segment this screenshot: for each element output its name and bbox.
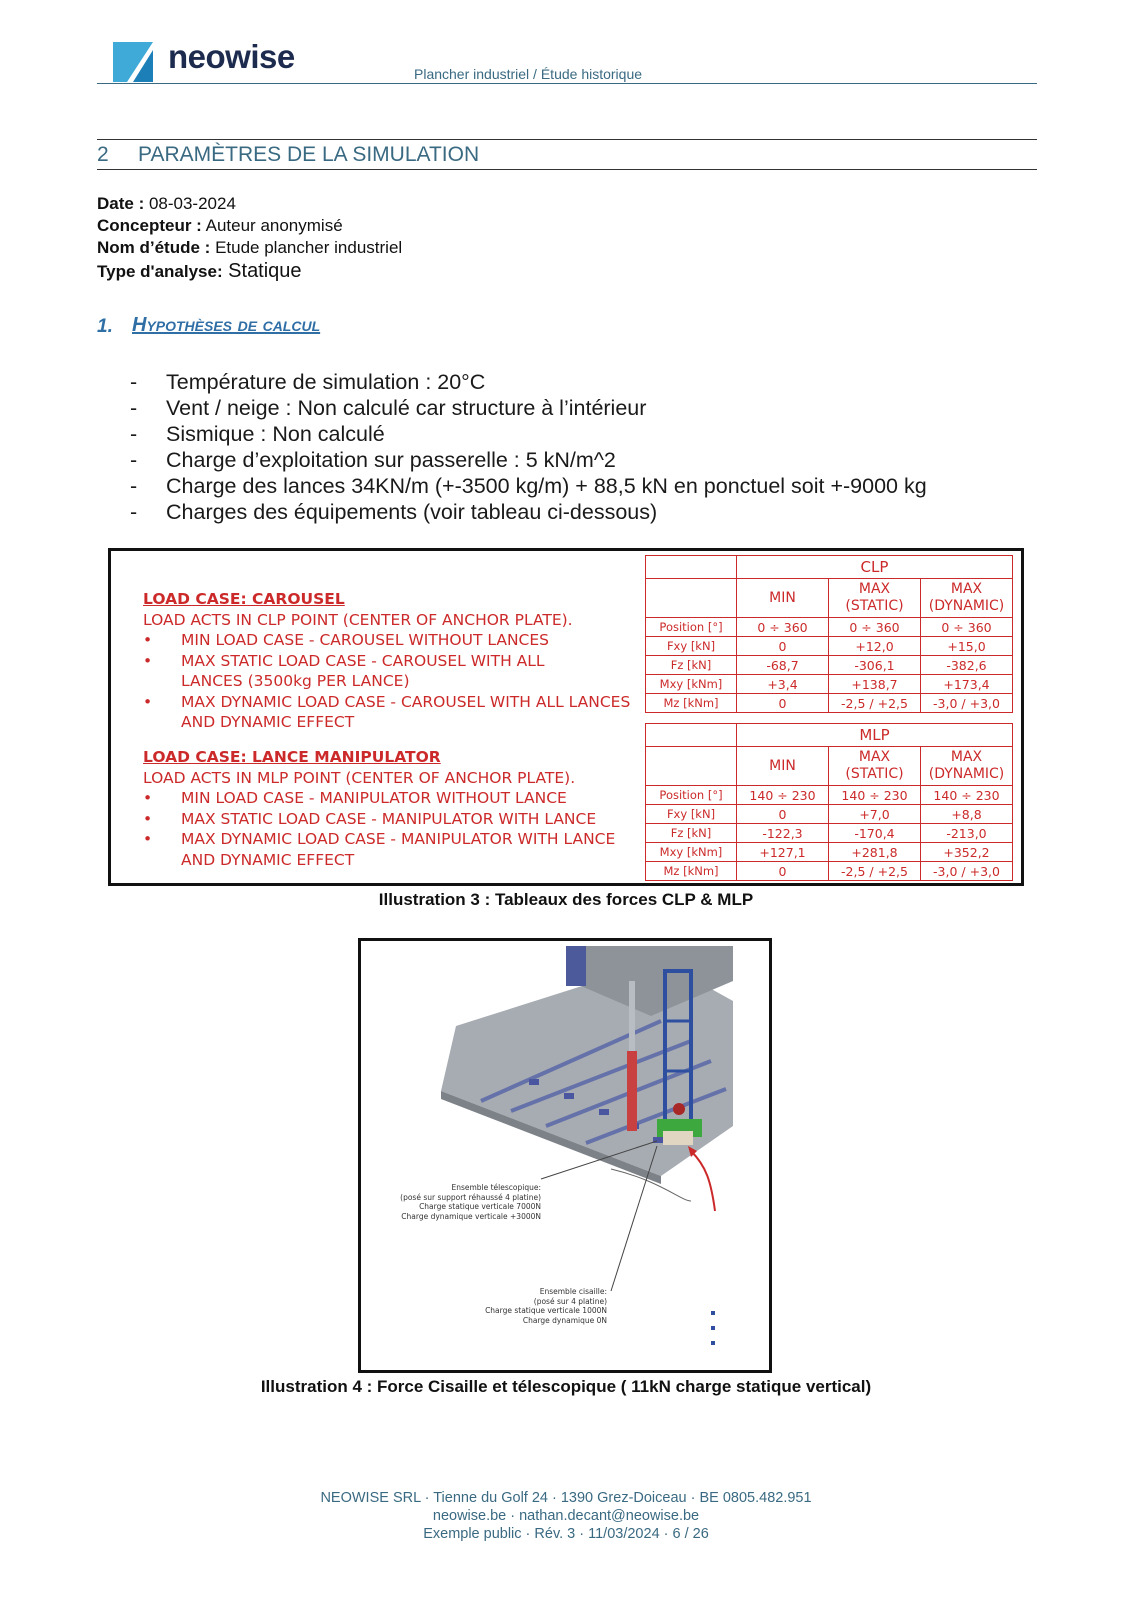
hypothesis-text: Sismique : Non calculé: [166, 422, 385, 446]
table-row: Fz [kN] -68,7 -306,1 -382,6: [646, 656, 1013, 675]
load-case-carousel: [143, 589, 630, 733]
subsection-title: Hypothèses de calcul: [132, 314, 321, 336]
carousel-item-cont: LANCES (3500kg PER LANCE): [181, 672, 410, 690]
manipulator-heading: LOAD CASE: LANCE MANIPULATOR: [143, 748, 441, 766]
meta-study-label: Nom d’étude :: [97, 238, 211, 257]
carousel-heading: LOAD CASE: CAROUSEL: [143, 590, 345, 608]
mlp-col-max-static: MAX (STATIC): [829, 747, 921, 786]
clp-table: [645, 555, 1013, 713]
meta-designer: [97, 216, 343, 236]
meta-analysis-type: [97, 260, 302, 283]
carousel-item: • MIN LOAD CASE - CAROUSEL WITHOUT LANCES: [143, 631, 549, 649]
load-case-manipulator: [143, 747, 615, 870]
table-row: Mxy [kNm] +3,4 +138,7 +173,4: [646, 675, 1013, 694]
meta-type-label: Type d'analyse:: [97, 262, 223, 281]
mlp-col-max-dynamic: MAX (DYNAMIC): [921, 747, 1013, 786]
clp-col-max-static: MAX (STATIC): [829, 579, 921, 618]
meta-date: [97, 194, 236, 214]
hypothesis-text: Charge d’exploitation sur passerelle : 5 kN/m^2: [166, 448, 616, 472]
meta-type-value: Statique: [222, 260, 302, 282]
figure-force-tables: [108, 548, 1024, 886]
clp-col-min: MIN: [737, 579, 829, 618]
manipulator-item: • MAX DYNAMIC LOAD CASE - MANIPULATOR WITH LANCE: [143, 830, 616, 848]
carousel-intro: LOAD ACTS IN CLP POINT (CENTER OF ANCHOR PLATE).: [143, 610, 573, 629]
hypothesis-text: Vent / neige : Non calculé car structure à l’intérieur: [166, 396, 647, 420]
table-row: Fz [kN] -122,3 -170,4 -213,0: [646, 824, 1013, 843]
mlp-col-min: MIN: [737, 747, 829, 786]
hypothesis-text: Charges des équipements (voir tableau ci-dessous): [166, 500, 658, 524]
table-row: Mxy [kNm] +127,1 +281,8 +352,2: [646, 843, 1013, 862]
telescopic-note: Ensemble télescopique: (posé sur support réhaussé 4 platine) Charge statique verticale 7000N Charge dynamique verticale +3000N: [400, 1183, 541, 1221]
section-rule-bottom: [97, 169, 1037, 170]
header-divider: [97, 83, 1037, 84]
clp-title: CLP: [737, 556, 1013, 579]
mlp-title: MLP: [737, 724, 1013, 747]
section-number: 2: [97, 143, 109, 166]
header-breadcrumb: Plancher industriel / Étude historique: [414, 66, 643, 82]
meta-designer-value: Auteur anonymisé: [201, 216, 343, 235]
section-rule-top: [97, 139, 1037, 140]
meta-date-label: Date :: [97, 194, 145, 213]
table-row: Mz [kNm] 0 -2,5 / +2,5 -3,0 / +3,0: [646, 694, 1013, 713]
manipulator-intro: LOAD ACTS IN MLP POINT (CENTER OF ANCHOR PLATE).: [143, 768, 576, 787]
hypothesis-text: Température de simulation : 20°C: [166, 370, 486, 394]
table-row: Position [°] 0 ÷ 360 0 ÷ 360 0 ÷ 360: [646, 618, 1013, 637]
table-row: Position [°] 140 ÷ 230 140 ÷ 230 140 ÷ 230: [646, 786, 1013, 805]
carousel-item: • MAX DYNAMIC LOAD CASE - CAROUSEL WITH ALL LANCES: [143, 692, 631, 711]
table-row: Fxy [kN] 0 +7,0 +8,8: [646, 805, 1013, 824]
section-title: PARAMÈTRES DE LA SIMULATION: [138, 143, 480, 166]
meta-date-value: 08-03-2024: [144, 194, 236, 213]
footer-contact: neowise.be · nathan.decant@neowise.be: [432, 1508, 700, 1524]
figure2-caption: Illustration 4 : Force Cisaille et télescopique ( 11kN charge statique vertical): [260, 1377, 872, 1396]
table-row: Fxy [kN] 0 +12,0 +15,0: [646, 637, 1013, 656]
footer-revision: Exemple public · Rév. 3 · 11/03/2024 · 6 / 26: [423, 1526, 709, 1542]
figure1-caption: Illustration 3 : Tableaux des forces CLP & MLP: [378, 890, 754, 909]
clp-col-max-dynamic: MAX (DYNAMIC): [921, 579, 1013, 618]
mlp-table: [645, 723, 1013, 881]
hypothesis-text: Charge des lances 34KN/m (+-3500 kg/m) + 88,5 kN en ponctuel soit +-9000 kg: [166, 474, 927, 498]
manipulator-item-cont: AND DYNAMIC EFFECT: [181, 850, 355, 869]
logo-wordmark: neowise: [168, 38, 295, 75]
meta-designer-label: Concepteur :: [97, 216, 202, 235]
manipulator-item: • MAX STATIC LOAD CASE - MANIPULATOR WITH LANCE: [143, 809, 597, 828]
shear-note: Ensemble cisaille: (posé sur 4 platine) Charge statique verticale 1000N Charge dynamique 0N: [485, 1287, 607, 1325]
carousel-item-cont: AND DYNAMIC EFFECT: [181, 713, 355, 731]
neowise-logo-icon: [113, 42, 153, 82]
figure-cad-render: [358, 938, 772, 1373]
table-row: Mz [kNm] 0 -2,5 / +2,5 -3,0 / +3,0: [646, 862, 1013, 881]
subsection-number: 1.: [97, 316, 113, 337]
footer-company: NEOWISE SRL · Tienne du Golf 24 · 1390 Grez-Doiceau · BE 0805.482.951: [320, 1490, 812, 1506]
meta-study-name: [97, 238, 402, 258]
meta-study-value: Etude plancher industriel: [210, 238, 403, 257]
carousel-item: • MAX STATIC LOAD CASE - CAROUSEL WITH ALL: [143, 651, 545, 670]
manipulator-item: • MIN LOAD CASE - MANIPULATOR WITHOUT LANCE: [143, 789, 567, 807]
